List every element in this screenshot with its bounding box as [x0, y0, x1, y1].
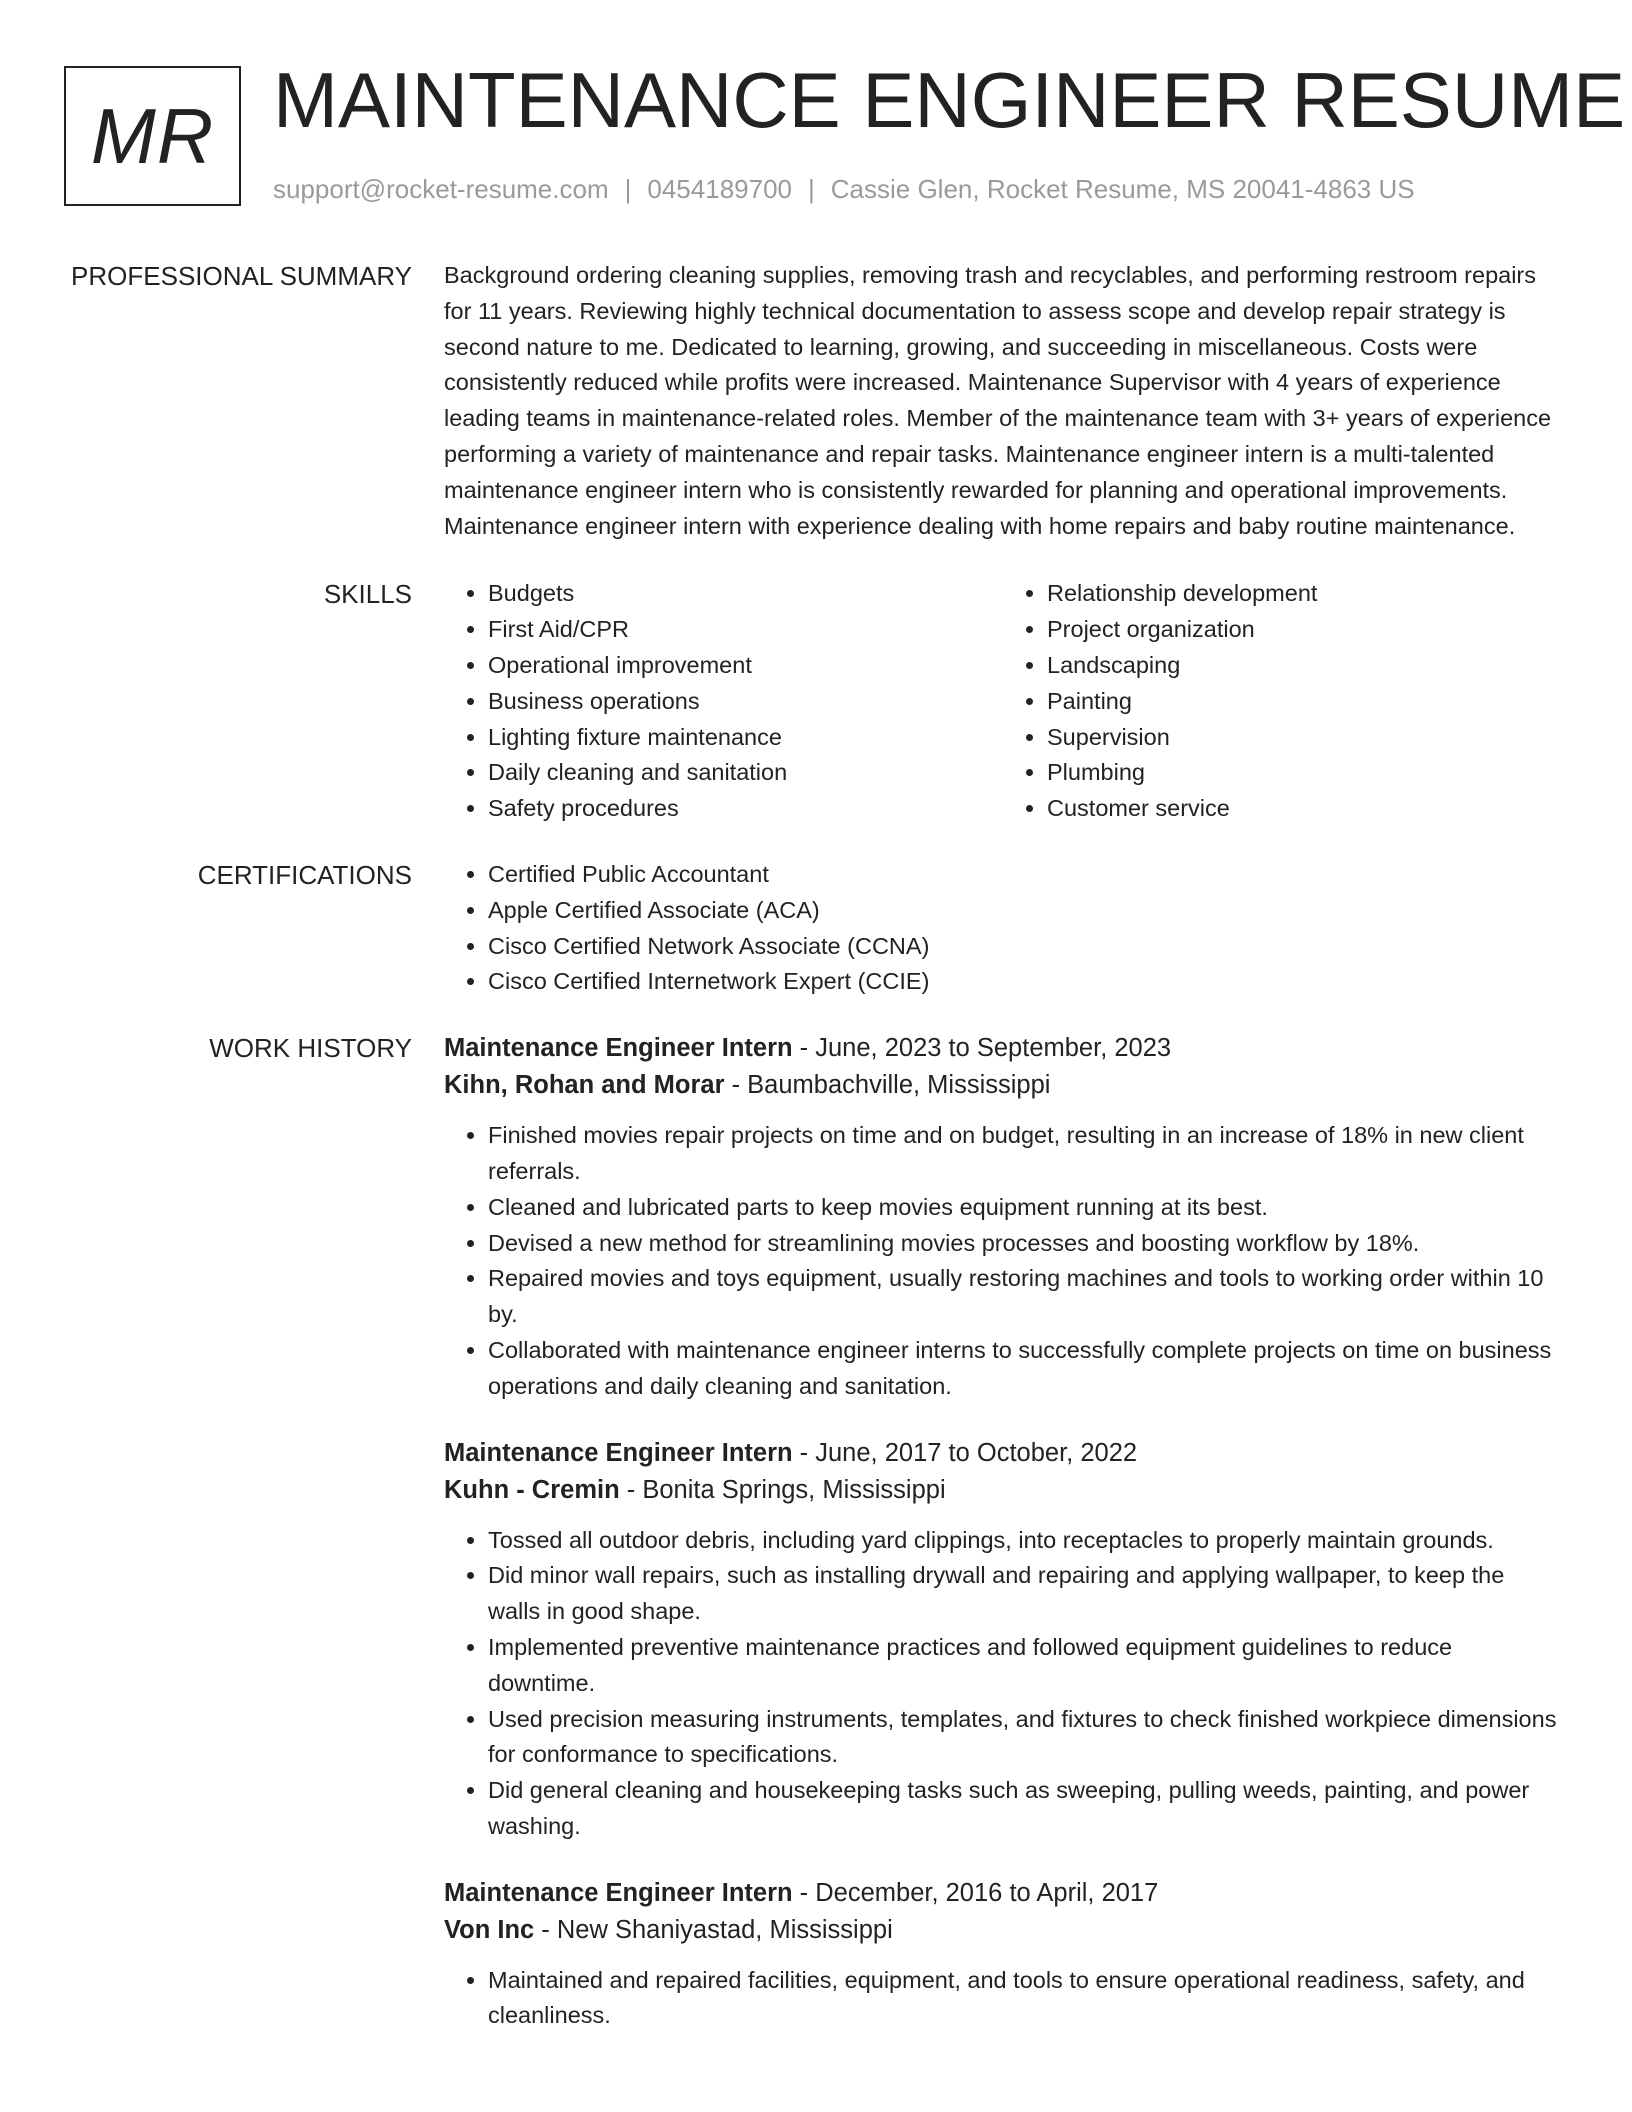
- list-item: • Cleaned and lubricated parts to keep movies equipment running at its best.: [488, 1190, 1562, 1226]
- job-bullets: [444, 1118, 1562, 1404]
- contact-phone[interactable]: 0454189700: [647, 174, 792, 204]
- list-item: • Used precision measuring instruments, templates, and fixtures to check finished workpiece dimensions for conformance to specifications.: [488, 1702, 1562, 1774]
- section-body: [444, 258, 1562, 544]
- list-item: • Customer service: [1047, 791, 1562, 827]
- job-title: Maintenance Engineer Intern: [444, 1878, 793, 1907]
- list-item: • Supervision: [1047, 720, 1562, 756]
- certifications-list: [444, 857, 1562, 1000]
- summary-text: Background ordering cleaning supplies, removing trash and recyclables, and performing restroom repairs for 11 years. Reviewing highly technical documentation to assess scope and develop repair strategy is second nature to me. Dedicated to learning, growing, and succeeding in miscellaneous. Costs were consistently reduced while profits were increased. Maintenance Supervisor with 4 years of experience leading teams in maintenance-related roles. Member of the maintenance team with 3+ years of experience performing a variety of maintenance and repair tasks. Maintenance engineer intern is a multi-talented maintenance engineer intern who is consistently rewarded for planning and operational improvements. Maintenance engineer intern with experience dealing with home repairs and baby routine maintenance.: [444, 262, 1552, 539]
- job-dates: - June, 2017 to October, 2022: [792, 1438, 1138, 1467]
- contact-email[interactable]: support@rocket-resume.com: [273, 174, 609, 204]
- list-item: • Project organization: [1047, 612, 1562, 648]
- list-item: • Relationship development: [1047, 576, 1562, 612]
- list-item: • Maintained and repaired facilities, equipment, and tools to ensure operational readiness, safety, and cleanliness.: [488, 1963, 1562, 2035]
- list-item: • Lighting fixture maintenance: [488, 720, 1003, 756]
- section-heading: SKILLS: [323, 579, 412, 610]
- job-bullets: [444, 1963, 1562, 2035]
- list-item: • Daily cleaning and sanitation: [488, 755, 1003, 791]
- list-item: • Devised a new method for streamlining movies processes and boosting workflow by 18%.: [488, 1226, 1562, 1262]
- job-company: Von Inc: [444, 1915, 535, 1944]
- job-dates: - June, 2023 to September, 2023: [792, 1034, 1172, 1063]
- list-item: • Landscaping: [1047, 648, 1562, 684]
- list-item: • Cisco Certified Network Associate (CCNA): [488, 929, 1562, 965]
- section-heading: WORK HISTORY: [209, 1033, 412, 1064]
- contact-separator: |: [624, 174, 632, 204]
- list-item: • Tossed all outdoor debris, including yard clippings, into receptacles to properly maintain grounds.: [488, 1523, 1562, 1559]
- job-dates: - December, 2016 to April, 2017: [792, 1878, 1159, 1907]
- list-item: • Safety procedures: [488, 791, 1003, 827]
- job-title: Maintenance Engineer Intern: [444, 1034, 793, 1063]
- list-item: • Did minor wall repairs, such as installing drywall and repairing and applying wallpaper, to keep the walls in good shape.: [488, 1558, 1562, 1630]
- job-bullets: [444, 1523, 1562, 1845]
- list-item: • Finished movies repair projects on time and on budget, resulting in an increase of 18% in new client referrals.: [488, 1118, 1562, 1190]
- job-location: - Baumbachville, Mississippi: [724, 1071, 1051, 1100]
- job-company-line: [444, 1912, 1562, 1949]
- summary-section: [0, 258, 1632, 544]
- list-item: • Cisco Certified Internetwork Expert (CCIE): [488, 964, 1562, 1000]
- list-item: • Apple Certified Associate (ACA): [488, 893, 1562, 929]
- section-heading: PROFESSIONAL SUMMARY: [71, 261, 412, 291]
- work-history-section: [0, 1030, 1632, 2064]
- list-item: • First Aid/CPR: [488, 612, 1003, 648]
- list-item: • Budgets: [488, 576, 1003, 612]
- job-entry: [444, 1875, 1562, 2035]
- list-item: • Certified Public Accountant: [488, 857, 1562, 893]
- job-company-line: [444, 1067, 1562, 1104]
- list-item: • Repaired movies and toys equipment, usually restoring machines and tools to working order within 10 by.: [488, 1261, 1562, 1333]
- list-item: • Operational improvement: [488, 648, 1003, 684]
- monogram-logo: MR: [64, 66, 241, 206]
- list-item: • Implemented preventive maintenance practices and followed equipment guidelines to reduce downtime.: [488, 1630, 1562, 1702]
- list-item: • Did general cleaning and housekeeping tasks such as sweeping, pulling weeds, painting, and power washing.: [488, 1773, 1562, 1845]
- list-item: • Collaborated with maintenance engineer interns to successfully complete projects on time on business operations and daily cleaning and sanitation.: [488, 1333, 1562, 1405]
- contact-line: [273, 174, 1415, 205]
- job-entry: [444, 1435, 1562, 1845]
- job-company: Kihn, Rohan and Morar: [444, 1071, 725, 1100]
- section-body: [444, 576, 1562, 827]
- list-item: • Painting: [1047, 684, 1562, 720]
- contact-address: Cassie Glen, Rocket Resume, MS 20041-4863 US: [830, 174, 1415, 204]
- certifications-section: [0, 857, 1632, 1000]
- resume-sections: [0, 258, 1632, 2096]
- job-location: - New Shaniyastad, Mississippi: [534, 1915, 893, 1944]
- skills-list-right: [1003, 576, 1562, 827]
- section-heading: CERTIFICATIONS: [197, 859, 412, 890]
- skills-list-left: [444, 576, 1003, 827]
- job-title-line: [444, 1030, 1562, 1067]
- job-company: Kuhn - Cremin: [444, 1475, 620, 1504]
- job-entry: [444, 1030, 1562, 1404]
- contact-separator: |: [808, 174, 815, 204]
- job-company-line: [444, 1472, 1562, 1509]
- skills-grid: [444, 576, 1562, 827]
- skills-section: [0, 576, 1632, 827]
- job-location: - Bonita Springs, Mississippi: [619, 1475, 946, 1504]
- page-title: MAINTENANCE ENGINEER RESUME: [273, 56, 1626, 144]
- job-title-line: [444, 1875, 1562, 1912]
- section-body: [444, 1030, 1562, 2064]
- job-title: Maintenance Engineer Intern: [444, 1438, 793, 1467]
- list-item: • Business operations: [488, 684, 1003, 720]
- list-item: • Plumbing: [1047, 755, 1562, 791]
- section-body: [444, 857, 1562, 1000]
- job-title-line: [444, 1435, 1562, 1472]
